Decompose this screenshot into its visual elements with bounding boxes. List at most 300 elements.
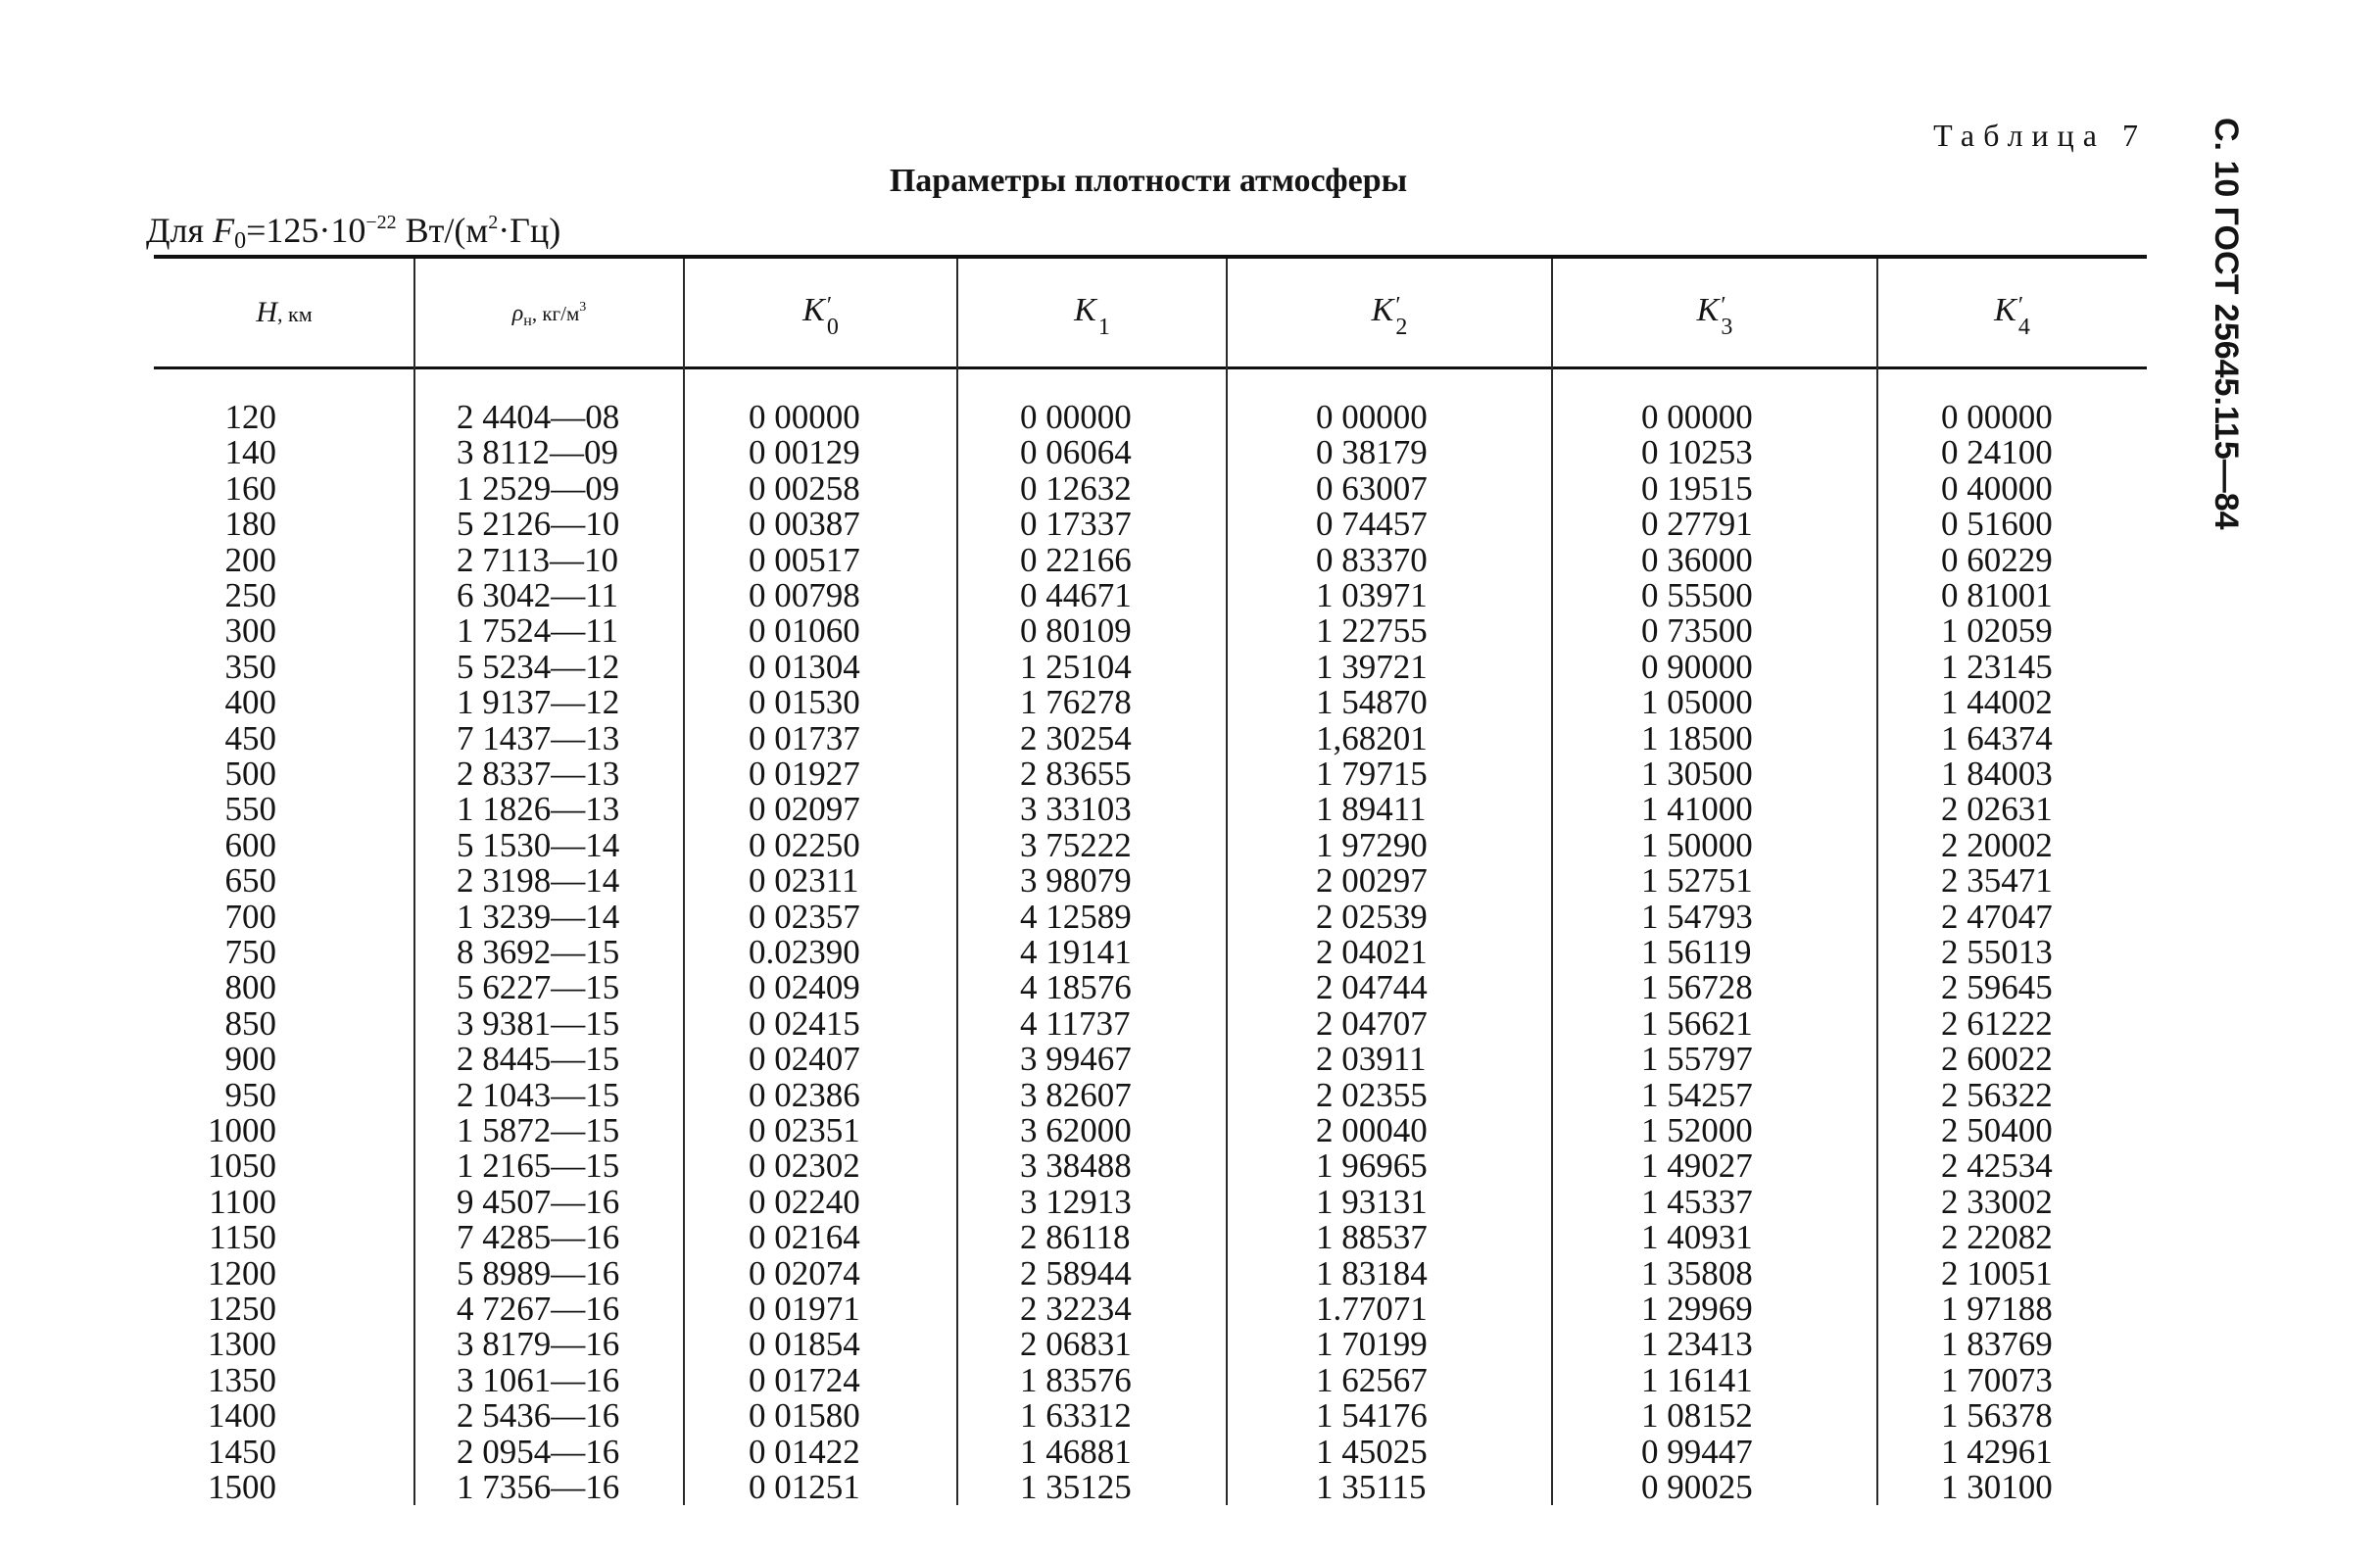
cell-k4: 1 84003: [1941, 755, 2053, 793]
header-indices: [827, 295, 839, 338]
cell-k4: 1 42961: [1941, 1432, 2053, 1471]
header-indices: [1098, 295, 1110, 338]
cell-k2: 2 04744: [1316, 968, 1428, 1007]
cell-k1: 3 62000: [1020, 1111, 1132, 1149]
cell-k0: 0 01927: [749, 755, 860, 793]
cell-height: 1050: [208, 1146, 276, 1186]
header-prime-spacer: [1098, 295, 1110, 317]
table-title: Параметры плотности атмосферы: [889, 163, 1408, 199]
table-row: [0, 540, 2380, 579]
cell-k0: 0 00798: [749, 576, 860, 614]
table-row: [0, 435, 2380, 470]
cell-k3: 1 41000: [1641, 790, 1753, 829]
cell-k1: 3 12913: [1020, 1182, 1132, 1221]
cell-height: 400: [224, 683, 276, 722]
cell-k4: 2 61222: [1941, 1003, 2053, 1043]
header-symbol: K: [1994, 292, 2016, 328]
cell-height: 950: [224, 1075, 276, 1114]
cell-height: 600: [224, 825, 276, 864]
flux-exponent: −22: [365, 212, 397, 233]
cell-height: 250: [224, 576, 276, 614]
cell-k2: 0 38179: [1316, 433, 1428, 472]
cell-k1: 0 17337: [1020, 505, 1132, 544]
cell-k1: 3 75222: [1020, 825, 1132, 864]
cell-k0: 0.02390: [749, 933, 860, 971]
cell-k1: 2 30254: [1020, 718, 1132, 757]
header-subscript: 3: [1721, 315, 1733, 340]
column-header-k2: [1227, 270, 1552, 359]
cell-k4: 2 55013: [1941, 933, 2053, 971]
cell-height: 1100: [209, 1182, 276, 1221]
cell-k0: 0 02409: [749, 968, 860, 1007]
cell-k2: 2 04021: [1316, 933, 1428, 971]
cell-k2: 1 62567: [1316, 1360, 1428, 1399]
cell-k0: 0 00000: [749, 398, 860, 436]
header-symbol: K: [1371, 292, 1394, 328]
flux-unit: Вт/(м: [396, 211, 489, 250]
cell-k2: 0 83370: [1316, 540, 1428, 579]
cell-k0: 0 01530: [749, 683, 860, 722]
header-symbol: K: [1696, 292, 1720, 328]
cell-k0: 0 02250: [749, 825, 860, 864]
cell-height: 450: [224, 718, 276, 757]
cell-k1: 0 06064: [1020, 433, 1132, 472]
cell-k1: 0 00000: [1020, 398, 1132, 436]
cell-density: 3 9381—15: [457, 1003, 620, 1043]
table-header-rule: [154, 366, 2147, 369]
table-row: [0, 1042, 2380, 1077]
cell-k2: 1 83184: [1316, 1253, 1428, 1292]
cell-k0: 0 02311: [749, 861, 859, 901]
cell-k0: 0 02386: [749, 1075, 860, 1114]
cell-k4: 2 42534: [1941, 1146, 2053, 1186]
cell-k2: 1 45025: [1316, 1432, 1428, 1471]
cell-density: 1 7356—16: [457, 1468, 620, 1506]
cell-k4: 2 20002: [1941, 825, 2053, 864]
cell-k4: 1 64374: [1941, 718, 2053, 757]
cell-k1: 2 58944: [1020, 1253, 1132, 1292]
cell-k2: 1 97290: [1316, 825, 1428, 864]
cell-k3: 0 90025: [1641, 1468, 1753, 1506]
cell-height: 650: [224, 861, 276, 901]
cell-k1: 4 19141: [1020, 933, 1132, 971]
cell-height: 140: [224, 433, 276, 472]
cell-k3: 1 56119: [1641, 933, 1752, 971]
cell-k0: 0 02351: [749, 1111, 860, 1149]
cell-k3: 1 40931: [1641, 1218, 1753, 1257]
cell-k4: 0 60229: [1941, 540, 2053, 579]
header-text: [802, 291, 839, 338]
cell-k0: 0 01060: [749, 611, 860, 651]
table-label: Таблица 7: [1933, 118, 2147, 153]
cell-k4: 0 81001: [1941, 576, 2053, 614]
cell-height: 750: [224, 933, 276, 971]
cell-k4: 2 02631: [1941, 790, 2053, 829]
cell-height: 850: [224, 1003, 276, 1043]
cell-density: 1 7524—11: [457, 611, 618, 651]
table-row: [0, 1327, 2380, 1362]
cell-k3: 1 52751: [1641, 861, 1753, 901]
cell-density: 6 3042—11: [457, 576, 618, 614]
cell-height: 160: [224, 468, 276, 508]
cell-height: 180: [224, 505, 276, 544]
cell-k0: 0 02357: [749, 897, 860, 936]
cell-k0: 0 00258: [749, 468, 860, 508]
table-row: [0, 647, 2380, 686]
cell-density: 5 8989—16: [457, 1253, 620, 1292]
cell-height: 700: [224, 897, 276, 936]
cell-k4: 0 51600: [1941, 505, 2053, 544]
cell-k3: 1 54793: [1641, 897, 1753, 936]
cell-k1: 2 06831: [1020, 1325, 1132, 1364]
header-indices: [2018, 295, 2030, 338]
cell-k0: 0 02302: [749, 1146, 860, 1186]
header-symbol: K: [802, 292, 825, 328]
cell-k2: 0 63007: [1316, 468, 1428, 508]
cell-density: 5 6227—15: [457, 968, 620, 1007]
cell-k4: 2 56322: [1941, 1075, 2053, 1114]
cell-k3: 1 56621: [1641, 1003, 1753, 1043]
cell-height: 1000: [208, 1111, 276, 1149]
cell-k4: 1 30100: [1941, 1468, 2053, 1506]
cell-k0: 0 02407: [749, 1040, 860, 1079]
cell-density: 9 4507—16: [457, 1182, 620, 1221]
cell-k3: 0 55500: [1641, 576, 1753, 614]
cell-density: 2 8445—15: [457, 1040, 620, 1079]
cell-k1: 1 63312: [1020, 1396, 1132, 1436]
cell-k4: 0 00000: [1941, 398, 2053, 436]
cell-density: 1 5872—15: [457, 1111, 620, 1149]
cell-k0: 0 00129: [749, 433, 860, 472]
header-prime: ′: [2017, 293, 2024, 318]
cell-k4: 1 44002: [1941, 683, 2053, 722]
table-top-rule: [154, 255, 2147, 259]
header-unit-power: 3: [579, 300, 587, 315]
cell-density: 1 1826—13: [457, 790, 620, 829]
cell-k3: 0 19515: [1641, 468, 1753, 508]
cell-k1: 1 83576: [1020, 1360, 1132, 1399]
column-header-k1: [957, 270, 1227, 359]
cell-k1: 4 12589: [1020, 897, 1132, 936]
cell-height: 1400: [208, 1396, 276, 1436]
cell-k3: 1 30500: [1641, 755, 1753, 793]
table-row: [0, 1075, 2380, 1114]
cell-k4: 1 02059: [1941, 611, 2053, 651]
cell-k1: 1 35125: [1020, 1468, 1132, 1506]
header-unit: , км: [277, 301, 313, 326]
cell-k4: 1 97188: [1941, 1290, 2053, 1328]
cell-k0: 0 02074: [749, 1253, 860, 1292]
header-symbol: H: [256, 295, 278, 328]
cell-k1: 3 38488: [1020, 1146, 1132, 1186]
cell-k3: 1 49027: [1641, 1146, 1753, 1186]
cell-density: 2 1043—15: [457, 1075, 620, 1114]
header-subscript: 4: [2017, 315, 2030, 340]
cell-height: 500: [224, 755, 276, 793]
table-row: [0, 1148, 2380, 1184]
cell-k1: 0 12632: [1020, 468, 1132, 508]
cell-density: 1 2165—15: [457, 1146, 620, 1186]
cell-height: 300: [224, 611, 276, 651]
cell-k4: 2 33002: [1941, 1182, 2053, 1221]
header-subscript: 0: [826, 315, 839, 340]
cell-density: 2 8337—13: [457, 755, 620, 793]
cell-height: 350: [224, 647, 276, 686]
table-row: [0, 1220, 2380, 1255]
cell-density: 3 8179—16: [457, 1325, 620, 1364]
cell-k1: 1 25104: [1020, 647, 1132, 686]
column-header-height: [154, 270, 414, 359]
cell-height: 1200: [208, 1253, 276, 1292]
cell-k2: 1,68201: [1316, 718, 1428, 757]
header-symbol: ρ: [511, 301, 524, 326]
cell-density: 2 3198—14: [457, 861, 620, 901]
header-unit: , кг/м: [531, 302, 580, 325]
cell-height: 1350: [208, 1360, 276, 1399]
table-row: [0, 935, 2380, 970]
cell-k4: 1 56378: [1941, 1396, 2053, 1436]
cell-density: 2 4404—08: [457, 398, 620, 436]
cell-k0: 0 01724: [749, 1360, 860, 1399]
condition-prefix: Для: [146, 211, 214, 250]
header-text: [1074, 291, 1110, 338]
cell-k3: 0 99447: [1641, 1432, 1753, 1471]
cell-k3: 1 54257: [1641, 1075, 1753, 1114]
cell-height: 1450: [208, 1432, 276, 1471]
cell-density: 2 5436—16: [457, 1396, 620, 1436]
cell-k2: 1.77071: [1316, 1290, 1428, 1328]
cell-height: 1250: [208, 1290, 276, 1328]
table-row: [0, 756, 2380, 792]
cell-k2: 1 93131: [1316, 1182, 1428, 1221]
table-row: [0, 897, 2380, 936]
cell-height: 1500: [208, 1468, 276, 1506]
cell-density: 1 9137—12: [457, 683, 620, 722]
cell-k1: 1 46881: [1020, 1432, 1132, 1471]
table-row: [0, 468, 2380, 508]
cell-k1: 3 99467: [1020, 1040, 1132, 1079]
header-subscript: 1: [1097, 315, 1110, 340]
cell-k3: 0 73500: [1641, 611, 1753, 651]
cell-k0: 0 02240: [749, 1182, 860, 1221]
page-running-header: С. 10 ГОСТ 25645.115—84: [2208, 118, 2245, 530]
cell-k2: 2 00297: [1316, 861, 1428, 901]
cell-k3: 0 36000: [1641, 540, 1753, 579]
cell-k4: 2 47047: [1941, 897, 2053, 936]
condition-line: [146, 201, 560, 263]
cell-density: 1 2529—09: [457, 468, 620, 508]
cell-density: 4 7267—16: [457, 1290, 620, 1328]
cell-k4: 1 23145: [1941, 647, 2053, 686]
cell-k4: 2 35471: [1941, 861, 2053, 901]
header-indices: [1395, 295, 1407, 338]
flux-unit-end: ·Гц): [498, 211, 561, 250]
cell-k4: 2 60022: [1941, 1040, 2053, 1079]
cell-k1: 3 98079: [1020, 861, 1132, 901]
cell-k0: 0 01304: [749, 647, 860, 686]
cell-k2: 2 02539: [1316, 897, 1428, 936]
cell-k2: 2 03911: [1316, 1040, 1427, 1079]
table-row: [0, 792, 2380, 827]
cell-k4: 0 40000: [1941, 468, 2053, 508]
cell-k1: 3 82607: [1020, 1075, 1132, 1114]
cell-k0: 0 01580: [749, 1396, 860, 1436]
cell-k2: 1 03971: [1316, 576, 1428, 614]
cell-k2: 1 39721: [1316, 647, 1428, 686]
cell-k2: 1 35115: [1316, 1468, 1427, 1506]
header-subscript: н: [523, 313, 532, 329]
cell-k2: 2 00040: [1316, 1111, 1428, 1149]
header-text: [256, 293, 312, 337]
cell-k3: 0 90000: [1641, 647, 1753, 686]
table-row: [0, 1113, 2380, 1148]
cell-k1: 0 44671: [1020, 576, 1132, 614]
cell-k1: 2 86118: [1020, 1218, 1131, 1257]
cell-k4: 1 70073: [1941, 1360, 2053, 1399]
flux-unit-power: 2: [488, 212, 499, 233]
cell-k2: 2 04707: [1316, 1003, 1428, 1043]
cell-k1: 0 80109: [1020, 611, 1132, 651]
cell-density: 2 0954—16: [457, 1432, 620, 1471]
cell-k0: 0 02164: [749, 1218, 860, 1257]
table-row: [0, 613, 2380, 649]
cell-height: 120: [224, 398, 276, 436]
flux-value: =125·10: [246, 211, 366, 250]
column-header-density: [414, 270, 684, 359]
header-text: [512, 288, 587, 341]
header-text: [1372, 291, 1408, 338]
table-row: [0, 1398, 2380, 1434]
cell-k0: 0 00387: [749, 505, 860, 544]
cell-k4: 2 50400: [1941, 1111, 2053, 1149]
cell-density: 3 8112—09: [457, 433, 618, 472]
cell-k2: 0 74457: [1316, 505, 1428, 544]
table-row: [0, 1360, 2380, 1399]
cell-density: 7 4285—16: [457, 1218, 620, 1257]
table-row: [0, 1253, 2380, 1292]
cell-k3: 0 10253: [1641, 433, 1753, 472]
cell-k3: 1 56728: [1641, 968, 1753, 1007]
cell-k1: 4 18576: [1020, 968, 1132, 1007]
cell-k3: 1 18500: [1641, 718, 1753, 757]
header-prime: ′: [826, 293, 833, 318]
table-row: [0, 863, 2380, 899]
column-header-k4: [1877, 270, 2147, 359]
cell-k3: 0 27791: [1641, 505, 1753, 544]
cell-k4: 0 24100: [1941, 433, 2053, 472]
cell-k0: 0 00517: [749, 540, 860, 579]
table-row: [0, 1432, 2380, 1471]
header-subscript: 2: [1395, 315, 1408, 340]
cell-height: 900: [224, 1040, 276, 1079]
table-row: [0, 970, 2380, 1005]
header-prime: ′: [1721, 293, 1726, 318]
table-row: [0, 1292, 2380, 1327]
table-row: [0, 1470, 2380, 1505]
cell-k1: 1 76278: [1020, 683, 1132, 722]
table-row: [0, 718, 2380, 757]
cell-k3: 1 55797: [1641, 1040, 1753, 1079]
cell-height: 800: [224, 968, 276, 1007]
cell-height: 1150: [209, 1218, 276, 1257]
header-text: [1994, 291, 2030, 338]
cell-k3: 1 05000: [1641, 683, 1753, 722]
cell-k0: 0 01251: [749, 1468, 860, 1506]
cell-k3: 1 45337: [1641, 1182, 1753, 1221]
header-prime: ′: [1395, 293, 1401, 318]
cell-k3: 1 29969: [1641, 1290, 1753, 1328]
cell-k0: 0 02097: [749, 790, 860, 829]
cell-k1: 4 11737: [1020, 1003, 1131, 1043]
column-header-k3: [1552, 270, 1877, 359]
cell-density: 2 7113—10: [457, 540, 618, 579]
cell-k2: 1 89411: [1316, 790, 1427, 829]
cell-k3: 1 50000: [1641, 825, 1753, 864]
flux-symbol: F: [213, 211, 235, 250]
cell-density: 5 2126—10: [457, 505, 620, 544]
cell-density: 3 1061—16: [457, 1360, 620, 1399]
table-row: [0, 400, 2380, 435]
cell-k0: 0 01737: [749, 718, 860, 757]
table-row: [0, 685, 2380, 720]
header-text: [1697, 291, 1733, 338]
header-indices: [1721, 295, 1732, 338]
cell-k0: 0 01854: [749, 1325, 860, 1364]
cell-k3: 1 16141: [1641, 1360, 1753, 1399]
cell-k0: 0 02415: [749, 1003, 860, 1043]
cell-k2: 0 00000: [1316, 398, 1428, 436]
cell-k0: 0 01422: [749, 1432, 860, 1471]
cell-density: 5 1530—14: [457, 825, 620, 864]
cell-k1: 2 32234: [1020, 1290, 1132, 1328]
cell-density: 7 1437—13: [457, 718, 620, 757]
cell-k3: 0 00000: [1641, 398, 1753, 436]
cell-density: 8 3692—15: [457, 933, 620, 971]
cell-k2: 1 54870: [1316, 683, 1428, 722]
cell-k2: 1 79715: [1316, 755, 1428, 793]
cell-k2: 1 96965: [1316, 1146, 1428, 1186]
cell-density: 5 5234—12: [457, 647, 620, 686]
cell-k2: 1 22755: [1316, 611, 1428, 651]
cell-k2: 2 02355: [1316, 1075, 1428, 1114]
table-row: [0, 1182, 2380, 1221]
cell-height: 550: [224, 790, 276, 829]
cell-k1: 0 22166: [1020, 540, 1132, 579]
cell-height: 200: [224, 540, 276, 579]
cell-k4: 2 10051: [1941, 1253, 2053, 1292]
cell-k4: 1 83769: [1941, 1325, 2053, 1364]
cell-k2: 1 88537: [1316, 1218, 1428, 1257]
cell-k3: 1 35808: [1641, 1253, 1753, 1292]
cell-k0: 0 01971: [749, 1290, 860, 1328]
table-row: [0, 1003, 2380, 1043]
cell-k3: 1 23413: [1641, 1325, 1753, 1364]
cell-height: 1300: [208, 1325, 276, 1364]
cell-k4: 2 59645: [1941, 968, 2053, 1007]
column-header-k0: [684, 270, 957, 359]
cell-k3: 1 52000: [1641, 1111, 1753, 1149]
table-row: [0, 507, 2380, 542]
cell-k2: 1 54176: [1316, 1396, 1428, 1436]
flux-subscript: 0: [234, 228, 247, 254]
cell-k3: 1 08152: [1641, 1396, 1753, 1436]
cell-k4: 2 22082: [1941, 1218, 2053, 1257]
cell-k1: 2 83655: [1020, 755, 1132, 793]
header-symbol: K: [1074, 292, 1096, 328]
table-row: [0, 825, 2380, 864]
cell-k1: 3 33103: [1020, 790, 1132, 829]
table-row: [0, 578, 2380, 613]
